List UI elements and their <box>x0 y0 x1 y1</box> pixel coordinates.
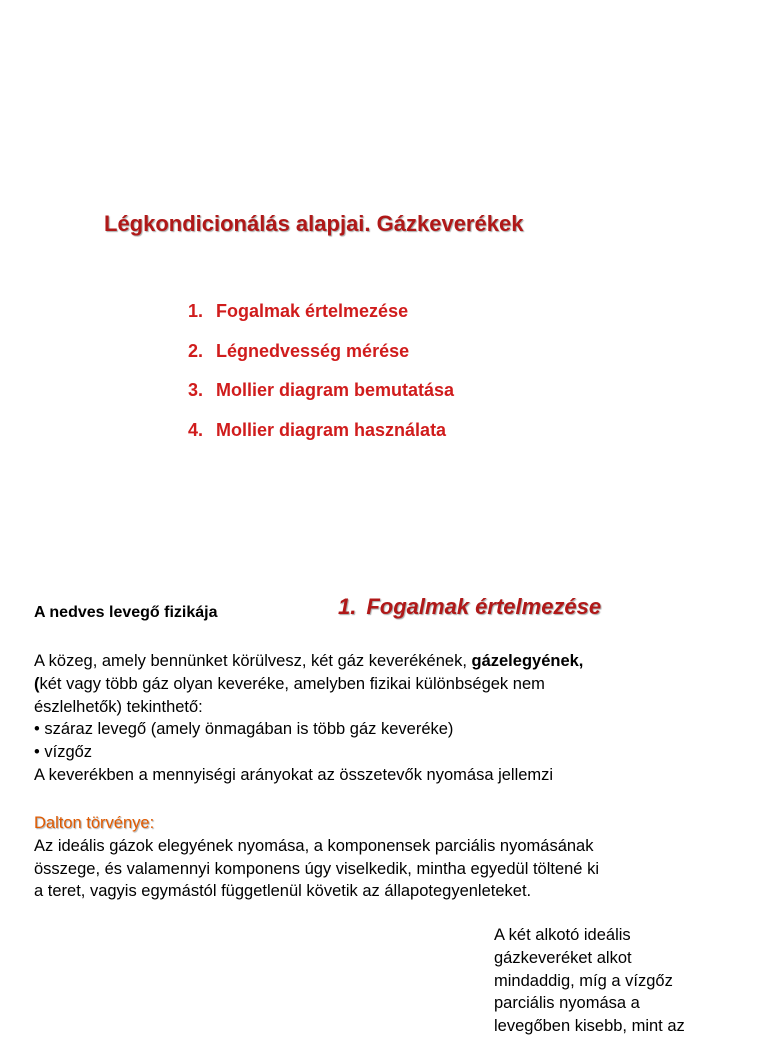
section-number: 1. <box>338 594 357 619</box>
side-note-line: levegőben kisebb, mint az <box>494 1017 685 1036</box>
paragraph-line: Az ideális gázok elegyének nyomása, a komponensek parciális nyomásának <box>34 836 594 855</box>
dalton-colon: : <box>149 814 155 832</box>
toc-item-label: Mollier diagram bemutatása <box>216 380 455 400</box>
line-text: A közeg, amely bennünket körülvesz, két gáz keverékének, <box>34 652 472 670</box>
dalton-law-block <box>34 812 734 903</box>
toc-item <box>188 339 454 379</box>
section-title: Fogalmak értelmezése <box>366 594 602 619</box>
side-note-line: A két alkotó ideális <box>494 926 631 944</box>
side-note-line: gázkeveréket alkot <box>494 948 632 967</box>
toc-item <box>188 378 454 418</box>
paragraph-line: A keverékben a mennyiségi arányokat az összetevők nyomása jellemzi <box>34 765 554 784</box>
bullet-item: • száraz levegő (amely önmagában is több gáz keveréke) <box>34 720 454 739</box>
document-title: Légkondicionálás alapjai. Gázkeverékek <box>104 211 524 236</box>
bold-term: gázelegyének, <box>471 652 584 670</box>
paragraph-line: a teret, vagyis egymástól függetlenül követik az állapotegyenleteket. <box>34 882 532 901</box>
side-note <box>494 924 734 1038</box>
side-note-line: parciális nyomása a <box>494 994 640 1013</box>
bold-paren: ( <box>34 674 40 693</box>
table-of-contents <box>188 299 454 457</box>
toc-item-number: 3. <box>188 380 204 400</box>
paragraph-line <box>34 650 734 673</box>
toc-item <box>188 418 454 458</box>
toc-item-number: 1. <box>188 301 204 321</box>
section-subheading: A nedves levegő fizikája <box>34 604 218 621</box>
line-text: két vagy több gáz olyan keveréke, amelyben fizikai különbségek nem <box>39 674 545 693</box>
side-note-line: mindaddig, míg a vízgőz <box>494 971 673 990</box>
paragraph-line <box>34 673 734 696</box>
paragraph-line: észlelhetők) tekinthető: <box>34 697 203 716</box>
dalton-heading <box>34 812 734 835</box>
dalton-label: Dalton törvénye <box>34 814 150 832</box>
paragraph-line: összege, és valamennyi komponens úgy viselkedik, mintha egyedül töltené ki <box>34 859 599 878</box>
toc-item-label: Fogalmak értelmezése <box>216 301 409 321</box>
toc-item-label: Légnedvesség mérése <box>216 340 410 361</box>
intro-paragraph <box>34 650 734 787</box>
toc-item-label: Mollier diagram használata <box>216 419 447 440</box>
section-heading <box>338 594 601 620</box>
toc-item-number: 2. <box>188 340 204 361</box>
bullet-item: • vízgőz <box>34 743 93 762</box>
toc-item <box>188 299 454 339</box>
toc-item-number: 4. <box>188 419 204 440</box>
